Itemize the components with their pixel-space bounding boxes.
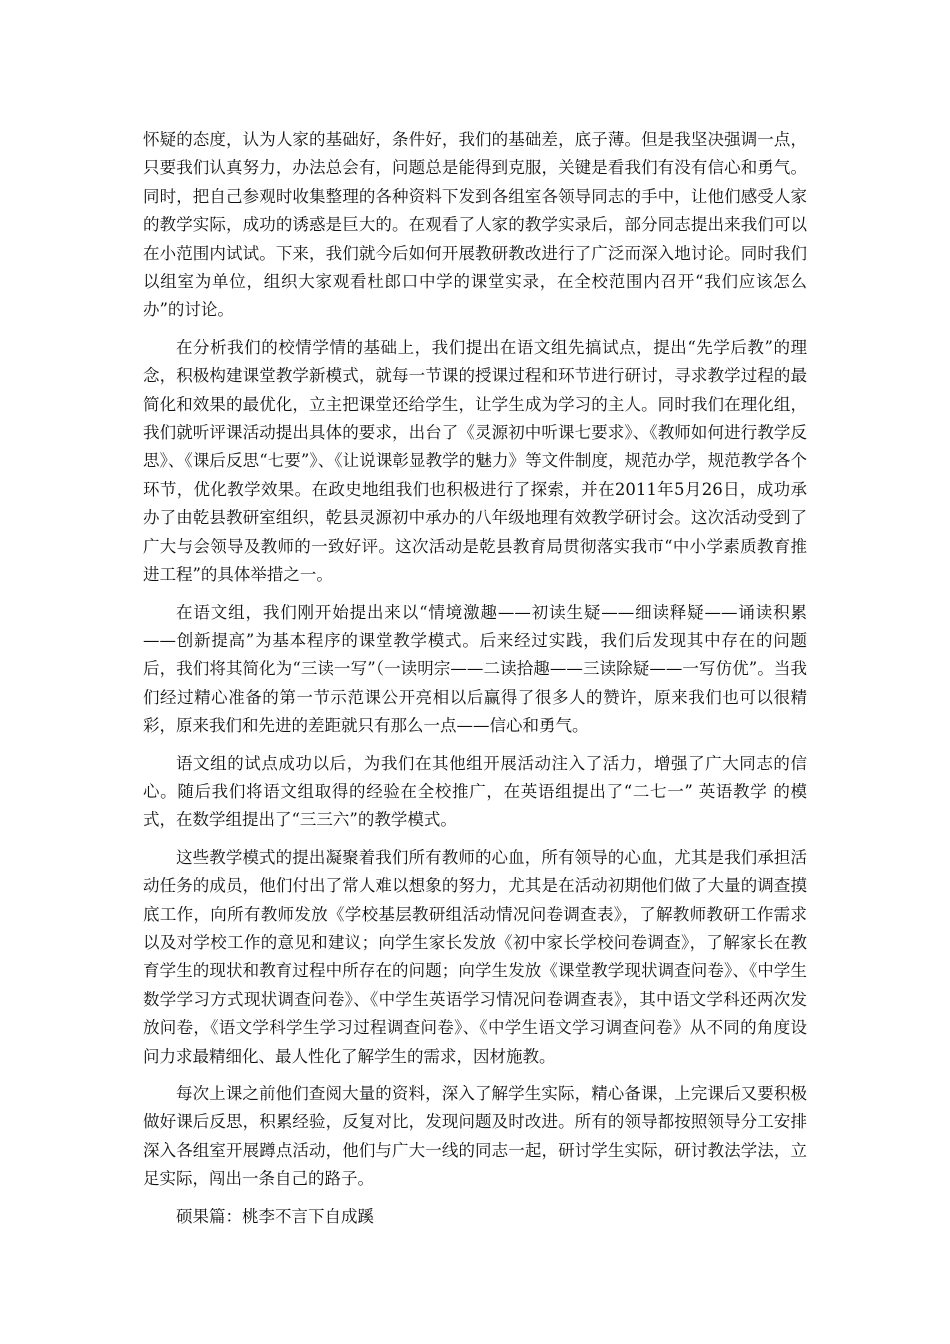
paragraph-1: 怀疑的态度，认为人家的基础好，条件好，我们的基础差，底子薄。但是我坚决强调一点，只要我们认真努力，办法总会有，问题总是能得到克服，关键是看我们有没有信心和勇气。同时，把自己参观时收集整理的各种资料下发到各组室各领导同志的手中，让他们感受人家的教学实际，成功的诱惑是巨大的。在观看了人家的教学实录后，部分同志提出来我们可以在小范围内试试。下来，我们就今后如何开展教研教改进行了广泛而深入地讨论。同时我们以组室为单位，组织大家观看杜郎口中学的课堂实录，在全校范围内召开“我们应该怎么办”的讨论。 (143, 130, 807, 320)
paragraph-2: 在分析我们的校情学情的基础上，我们提出在语文组先搞试点，提出“先学后教”的理念，积极构建课堂教学新模式，就每一节课的授课过程和环节进行研讨，寻求教学过程的最简化和效果的最优化，立主把课堂还给学生，让学生成为学习的主人。同时我们在理化组，我们就听评课活动提出具体的要求，出台了《灵源初中听课七要求》、《教师如何进行教学反思》、《课后反思“七要”》、《让说课彰显教学的魅力》等文件制度，规范办学，规范教学各个环节，优化教学效果。在政史地组我们也积极进行了探索，并在2011年5月26日，成功承办了由乾县教研室组织，乾县灵源初中承办的八年级地理有效教学研讨会。这次活动受到了广大与会领导及教师的一致好评。这次活动是乾县教育局贯彻落实我市“中小学素质教育推进工程”的具体举措之一。 (143, 337, 807, 585)
paragraph-4: 语文组的试点成功以后，为我们在其他组开展活动注入了活力，增强了广大同志的信心。随后我们将语文组取得的经验在全校推广，在英语组提出了“二七一” 英语教学 的模式，在数学组提出了“三三六”的教学模式。 (143, 753, 807, 830)
paragraph-5: 这些教学模式的提出凝聚着我们所有教师的心血，所有领导的心血，尤其是我们承担活动任务的成员，他们付出了常人难以想象的努力，尤其是在活动初期他们做了大量的调查摸底工作，向所有教师发放《学校基层教研组活动情况问卷调查表》，了解教师教研工作需求以及对学校工作的意见和建议；向学生家长发放《初中家长学校问卷调查》，了解家长在教育学生的现状和教育过程中所存在的问题；向学生发放《课堂教学现状调查问卷》、《中学生数学学习方式现状调查问卷》、《中学生英语学习情况问卷调查表》，其中语文学科还两次发放问卷，《语文学科学生学习过程调查问卷》、《中学生语文学习调查问卷》从不同的角度设问力求最精细化、最人性化了解学生的需求，因材施教。 (143, 847, 807, 1066)
paragraph-6: 每次上课之前他们查阅大量的资料，深入了解学生实际，精心备课，上完课后又要积极做好课后反思，积累经验，反复对比，发现问题及时改进。所有的领导都按照领导分工安排深入各组室开展蹲点活动，他们与广大一线的同志一起，研讨学生实际，研讨教法学法，立足实际，闯出一条自己的路子。 (143, 1084, 807, 1189)
paragraph-3: 在语文组，我们刚开始提出来以“情境激趣——初读生疑——细读释疑——诵读积累——创新提高”为基本程序的课堂教学模式。后来经过实践，我们后发现其中存在的问题后，我们将其简化为“三读一写”（一读明宗——二读拾趣——三读除疑——一写仿优”。当我们经过精心准备的第一节示范课公开亮相以后赢得了很多人的赞许，原来我们也可以很精彩，原来我们和先进的差距就只有那么一点——信心和勇气。 (143, 602, 807, 736)
document-body (143, 126, 807, 1231)
section-heading: 硕果篇：桃李不言下自成蹊 (176, 1206, 374, 1226)
